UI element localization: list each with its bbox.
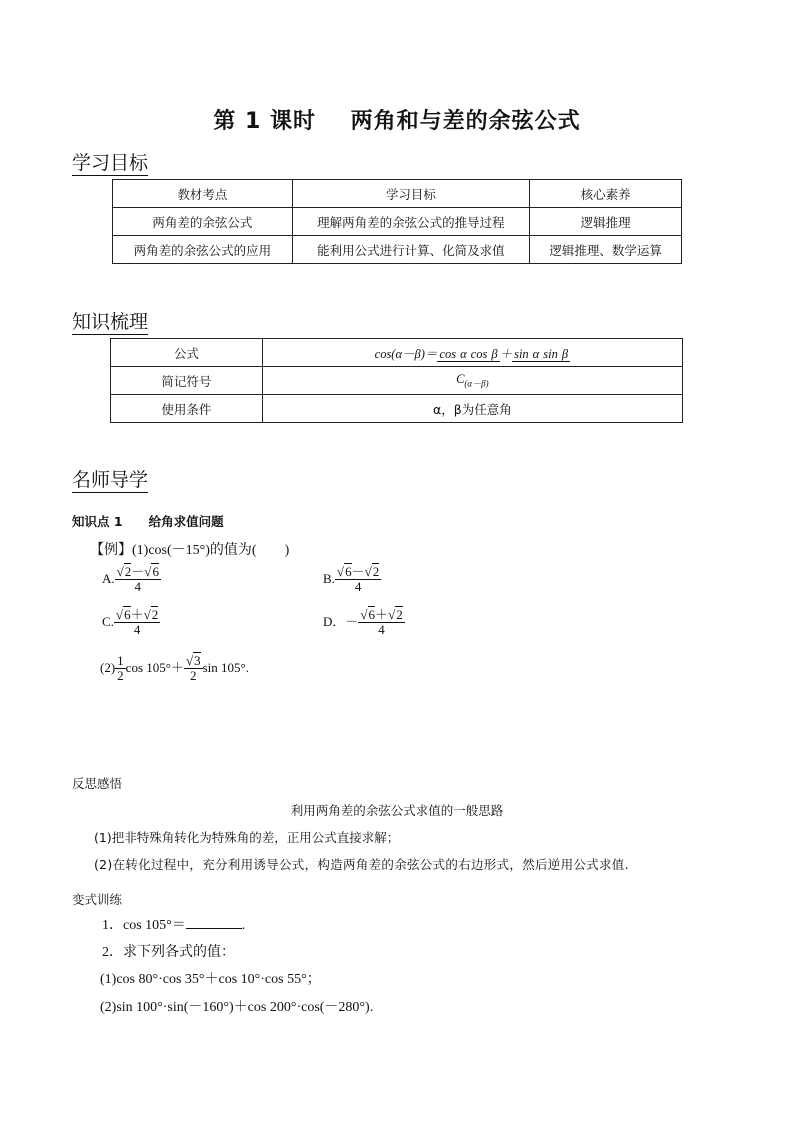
section-heading-teach: 名师导学: [72, 469, 149, 491]
example-stem: 【例】(1)cos(－15°)的值为( ): [90, 543, 290, 558]
knowledge-point-heading: 知识点 1 给角求值问题: [72, 514, 224, 529]
section-heading-goals: 学习目标: [72, 152, 149, 174]
table-row: [111, 339, 683, 367]
section-heading-knowledge: 知识梳理: [72, 311, 149, 333]
table-row: [113, 208, 682, 236]
table-cell: 理解两角差的余弦公式的推导过程: [292, 208, 530, 236]
variation-question-1: 1．cos 105°＝ .: [102, 918, 246, 933]
option-a: A. $\frac{√2-√6}{4}$: [102, 564, 159, 595]
table-cell: 逻辑推理: [530, 208, 682, 236]
table-header-cell: 核心素养: [530, 180, 682, 208]
condition-cell: α，β为任意角: [262, 395, 682, 423]
reflection-label: 反思感悟: [72, 776, 123, 791]
option-c: C. $\frac{√6+√2}{4}$: [102, 607, 159, 638]
table-cell: 逻辑推理、数学运算: [530, 236, 682, 264]
option-d: D．－ $\frac{√6+√2}{4}$: [323, 607, 403, 638]
table-header-cell: 教材考点: [113, 180, 293, 208]
option-b: B. $\frac{√6-√2}{4}$: [323, 564, 380, 595]
symbol-cell: $C_{(\alpha-\beta)}$: [262, 367, 682, 395]
knowledge-table: [110, 338, 683, 423]
table-cell: 能利用公式进行计算、化简及求值: [292, 236, 530, 264]
table-row: [113, 236, 682, 264]
variation-question-2: 2．求下列各式的值：: [102, 945, 235, 960]
table-row: [111, 395, 683, 423]
table-header-cell: 学习目标: [292, 180, 530, 208]
reflection-heading: 利用两角差的余弦公式求值的一般思路: [290, 803, 504, 818]
answer-blank: [186, 918, 242, 929]
condition-label: 使用条件: [111, 395, 263, 423]
page-title: 第 1 课时 两角和与差的余弦公式: [213, 109, 581, 134]
example-part-2: (2) $\frac{1}{2}$ cos 105°＋ $\frac{√3}{2}$ sin 105°.: [100, 653, 249, 684]
table-cell: 两角差的余弦公式: [113, 208, 293, 236]
goals-table: [112, 179, 682, 264]
symbol-label: 简记符号: [111, 367, 263, 395]
table-cell: 两角差的余弦公式的应用: [113, 236, 293, 264]
variation-question-2-2: (2)sin 100°·sin(－160°)＋cos 200°·cos(－280°).: [100, 1000, 374, 1015]
formula-cell: cos(α－β)＝ cos α cos β ＋ sin α sin β: [262, 339, 682, 367]
formula-label: 公式: [111, 339, 263, 367]
table-row: [111, 367, 683, 395]
reflection-point-2: (2)在转化过程中，充分利用诱导公式，构造两角差的余弦公式的右边形式，然后逆用公式求值.: [94, 857, 629, 872]
table-header-row: [113, 180, 682, 208]
variation-label: 变式训练: [72, 892, 123, 907]
reflection-point-1: (1)把非特殊角转化为特殊角的差，正用公式直接求解；: [94, 830, 400, 845]
variation-question-2-1: (1)cos 80°·cos 35°＋cos 10°·cos 55°；: [100, 972, 321, 987]
